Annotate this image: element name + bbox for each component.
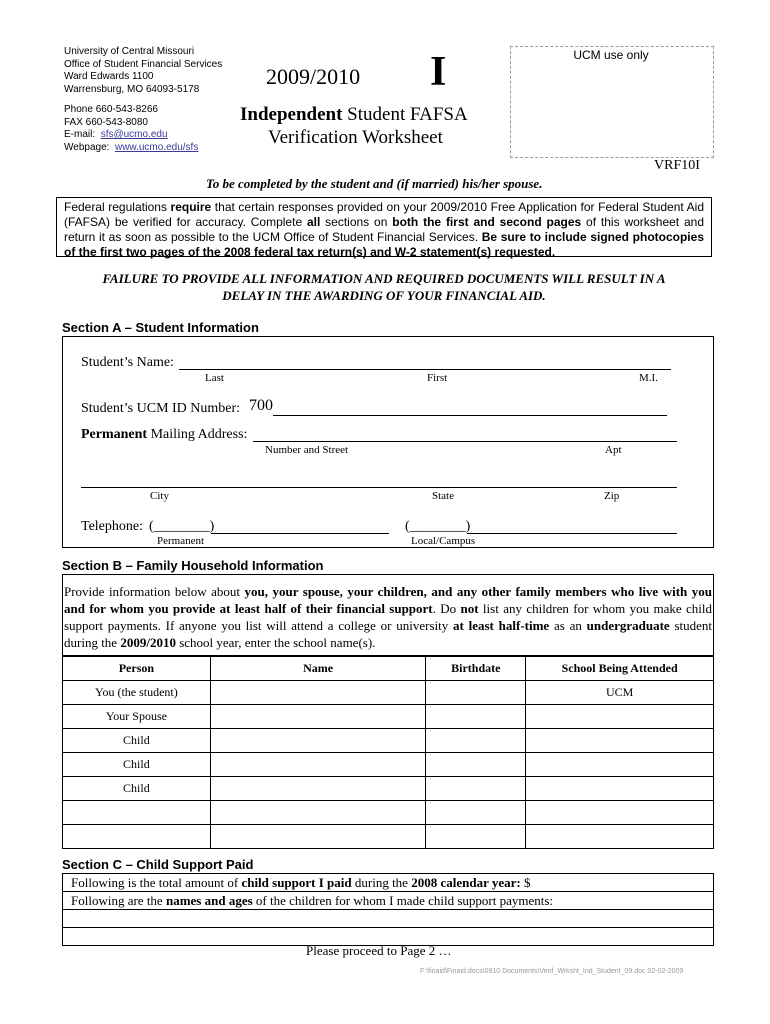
child-support-blank-row[interactable] <box>63 910 713 928</box>
school-cell[interactable]: UCM <box>526 681 714 705</box>
birthdate-cell[interactable] <box>426 825 526 849</box>
office-address <box>64 46 222 154</box>
column-header: Name <box>210 657 426 681</box>
street-field[interactable] <box>253 441 677 442</box>
section-b-heading: Section B – Family Household Information <box>62 558 324 573</box>
email-link[interactable]: sfs@ucmo.edu <box>100 129 168 140</box>
table-row <box>63 681 714 705</box>
name-cell[interactable] <box>210 705 426 729</box>
city-line: Warrensburg, MO 64093-5178 <box>64 83 200 95</box>
name-cell[interactable] <box>210 729 426 753</box>
form-subtitle: Verification Worksheet <box>268 127 443 148</box>
student-name-field[interactable] <box>179 369 671 370</box>
table-row <box>63 825 714 849</box>
ucm-id-field[interactable] <box>273 415 667 416</box>
birthdate-cell[interactable] <box>426 681 526 705</box>
state-label: State <box>432 490 454 502</box>
student-name-label: Student’s Name: <box>81 355 174 370</box>
ucm-id-prefix: 700 <box>249 397 273 414</box>
name-cell[interactable] <box>210 801 426 825</box>
school-cell[interactable] <box>526 753 714 777</box>
instruction: To be completed by the student and (if married) his/her spouse. <box>206 176 543 191</box>
permanent-label: Permanent <box>157 535 205 547</box>
zip-label: Zip <box>604 490 620 502</box>
person-cell: Child <box>63 777 211 801</box>
section-a-box <box>62 336 714 548</box>
file-path-footer: F:\finaid\Finaid.docs\0910 Documents\Verif_Wrksht_Ind_Student_09.doc 02-02-2009 <box>420 968 684 975</box>
school-cell[interactable] <box>526 705 714 729</box>
proceed-note: Please proceed to Page 2 … <box>306 943 452 958</box>
birthdate-cell[interactable] <box>426 801 526 825</box>
child-support-amount-row[interactable]: Following is the total amount of child support I paid during the 2008 calendar year: $ <box>63 874 713 892</box>
birthdate-cell[interactable] <box>426 705 526 729</box>
table-header-row <box>63 657 714 681</box>
first-label: First <box>427 372 448 384</box>
building: Ward Edwards 1100 <box>64 71 154 82</box>
local-phone-field[interactable] <box>467 533 677 534</box>
child-support-box <box>62 873 714 946</box>
form-title: Independent Student FAFSA <box>240 104 468 125</box>
table-row <box>63 801 714 825</box>
form-letter: I <box>430 49 447 95</box>
city-state-zip-field[interactable] <box>81 487 677 488</box>
table-row <box>63 777 714 801</box>
person-cell[interactable] <box>63 801 211 825</box>
web-link[interactable]: www.ucmo.edu/sfs <box>114 141 199 153</box>
column-header: Birthdate <box>426 657 526 681</box>
ucm-use-only-label: UCM use only <box>573 48 649 62</box>
phone: Phone 660-543-8266 <box>64 104 158 115</box>
ucm-id-label: Student’s UCM ID Number: <box>81 401 241 416</box>
office-name: Office of Student Financial Services <box>64 58 223 70</box>
school-cell[interactable] <box>526 729 714 753</box>
person-cell: You (the student) <box>63 681 211 705</box>
child-support-children-row: Following are the names and ages of the children for whom I made child support payments: <box>63 892 713 910</box>
person-cell[interactable] <box>63 825 211 849</box>
email-line: E-mail: sfs@ucmo.edu <box>64 129 168 140</box>
web-line: Webpage: www.ucmo.edu/sfs <box>64 141 199 153</box>
permanent-phone-field[interactable] <box>211 533 389 534</box>
local-area-code: (________) <box>405 519 471 534</box>
federal-regulations-notice: Federal regulations require that certain responses provided on your 2009/2010 Free Application for Federal Student Aid (FAFSA) be verified for accuracy. Complete all sections on both the first and second pages of this worksheet and return it as soon as possible to the UCM Office of Student Financial Services. Be sure to include signed photocopies of the first two pages of the 2008 federal tax return(s) and W-2 statement(s) requested. <box>56 197 712 257</box>
university-name: University of Central Missouri <box>64 46 195 57</box>
section-c-heading: Section C – Child Support Paid <box>62 857 254 872</box>
school-cell[interactable] <box>526 825 714 849</box>
school-cell[interactable] <box>526 801 714 825</box>
birthdate-cell[interactable] <box>426 753 526 777</box>
column-header: Person <box>63 657 211 681</box>
name-cell[interactable] <box>210 825 426 849</box>
telephone-label: Telephone: <box>81 519 143 534</box>
person-cell: Child <box>63 729 211 753</box>
table-row <box>63 705 714 729</box>
birthdate-cell[interactable] <box>426 729 526 753</box>
apt-label: Apt <box>605 444 622 456</box>
permanent-area-code: (________) <box>149 519 215 534</box>
street-label: Number and Street <box>265 444 349 456</box>
name-cell[interactable] <box>210 777 426 801</box>
household-instructions: Provide information below about you, your spouse, your children, and any other family members who live with you and for whom you provide at least half of their financial support. Do not list any children for whom you make child support payments. If anyone you list will attend a college or university at least half-time as an undergraduate student during the 2009/2010 school year, enter the school name(s). <box>64 584 713 650</box>
person-cell: Child <box>63 753 211 777</box>
last-label: Last <box>205 372 224 384</box>
form-code: VRF10I <box>654 158 700 173</box>
name-cell[interactable] <box>210 753 426 777</box>
mi-label: M.I. <box>639 372 658 384</box>
ucm-use-only-box <box>510 46 714 158</box>
table-row <box>63 753 714 777</box>
fax: FAX 660-543-8080 <box>64 116 148 128</box>
award-year: 2009/2010 <box>266 64 361 89</box>
name-cell[interactable] <box>210 681 426 705</box>
failure-warning: FAILURE TO PROVIDE ALL INFORMATION AND REQUIRED DOCUMENTS WILL RESULT IN A DELAY IN THE AWARDING OF YOUR FINANCIAL AID. <box>102 271 666 303</box>
mailing-address-label: Permanent Mailing Address: <box>81 427 248 442</box>
household-table <box>62 656 714 849</box>
table-row <box>63 729 714 753</box>
local-campus-label: Local/Campus <box>411 535 476 547</box>
section-a-heading: Section A – Student Information <box>62 320 259 335</box>
birthdate-cell[interactable] <box>426 777 526 801</box>
column-header: School Being Attended <box>526 657 714 681</box>
school-cell[interactable] <box>526 777 714 801</box>
person-cell: Your Spouse <box>63 705 211 729</box>
city-label: City <box>150 490 169 502</box>
